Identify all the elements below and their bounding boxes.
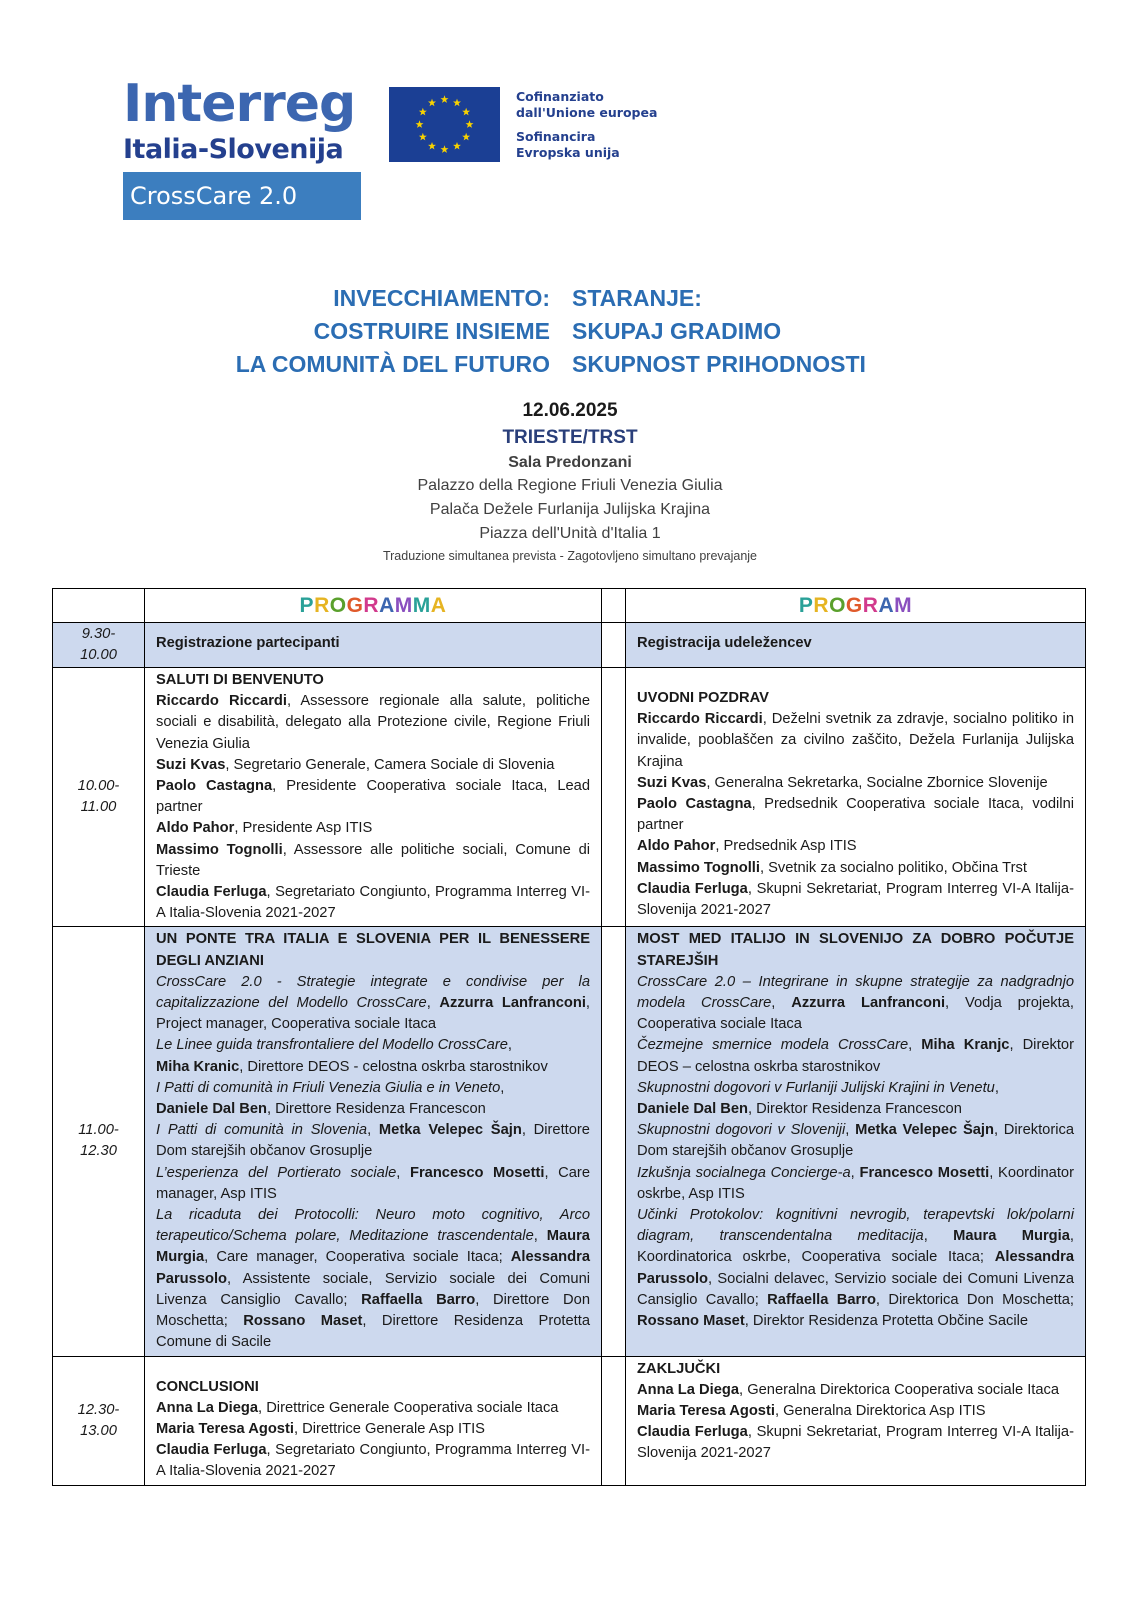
interreg-logo [123,74,363,166]
speaker-line: Suzi Kvas, Generalna Sekretarka, Socialne Zbornice Slovenije [637,774,1048,791]
program-header-it [145,589,602,623]
program-table [52,588,1086,1486]
empty-cell [602,589,626,623]
talk-line: Skupnostni dogovori v Furlaniji Julijski Krajini in Venetu, [637,1079,999,1096]
session-sl: Registracija udeležencev [626,623,1086,668]
session-sl [626,1356,1086,1485]
title-line: SKUPAJ GRADIMO [572,318,782,344]
title-line: STARANJE: [572,285,702,311]
event-address-line: Piazza dell'Unità d'Italia 1 [479,525,661,542]
session-it [145,927,602,1356]
speaker-line: Claudia Ferluga, Segretariato Congiunto, Programma Interreg VI-A Italia-Slovenia 2021-2027 [156,1442,590,1480]
speaker-line: Anna La Diega, Generalna Direktorica Cooperativa sociale Itaca [637,1381,1060,1398]
talk-line: Daniele Dal Ben, Direttore Residenza Francescon [156,1101,486,1118]
talk-line: I Patti di comunità in Slovenia, Metka Velepec Šajn, Direttore Dom starejših občanov Grosuplje [156,1122,590,1160]
speaker-line: Anna La Diega, Direttrice Generale Cooperativa sociale Itaca [156,1399,559,1416]
talk-line: Le Linee guida transfrontaliere del Modello CrossCare, [156,1037,512,1054]
speaker-line: Maria Teresa Agosti, Direttrice Generale Asp ITIS [156,1420,485,1437]
speaker-line: Suzi Kvas, Segretario Generale, Camera Sociale di Slovenia [156,756,555,773]
event-info [0,398,1140,566]
eu-line: dall'Unione europea [516,104,658,120]
region-wordmark: Italia-Slovenija [123,134,344,165]
project-label: CrossCare 2.0 [123,172,361,220]
session-title: UVODNI POZDRAV [637,690,769,706]
session-sl [626,927,1086,1356]
speaker-line: Aldo Pahor, Predsednik Asp ITIS [637,838,857,855]
speaker-line: Maria Teresa Agosti, Generalna Direktorica Asp ITIS [637,1402,986,1419]
session-sl [626,668,1086,927]
title-italian [236,282,550,381]
title-line: LA COMUNITÀ DEL FUTURO [235,351,550,377]
speaker-line: Riccardo Riccardi, Assessore regionale alla salute, politiche sociali e disabilità, delegato alla Protezione civile, Regione Friuli Venezia Giulia [156,693,590,752]
session-title: CONCLUSIONI [156,1378,259,1395]
speaker-line: Aldo Pahor, Presidente Asp ITIS [156,820,373,837]
speaker-line: Paolo Castagna, Predsednik Cooperativa sociale Itaca, vodilni partner [637,796,1075,834]
talk-line: Daniele Dal Ben, Direktor Residenza Francescon [637,1101,962,1118]
event-city: TRIESTE/TRST [502,427,638,448]
session-it [145,668,602,927]
empty-cell [53,589,145,623]
speaker-line: Claudia Ferluga, Skupni Sekretariat, Program Interreg VI-A Italija-Slovenija 2021-2027 [637,1424,1074,1462]
session-title: UN PONTE TRA ITALIA E SLOVENIA PER IL BENESSERE DEGLI ANZIANI [156,931,590,969]
speaker-line: Massimo Tognolli, Assessore alle politiche sociali, Comune di Trieste [156,841,590,879]
speaker-line: Massimo Tognolli, Svetnik za socialno politiko, Občina Trst [637,859,1027,876]
session-time: 11.00- 12.30 [53,927,145,1356]
talk-line: CrossCare 2.0 - Strategie integrate e condivise per la capitalizzazione del Modello CrossCare, Azzurra Lanfranconi, Project manager, Cooperativa sociale Itaca [156,973,590,1033]
title-line: SKUPNOST PRIHODNOSTI [572,351,866,377]
talk-line: CrossCare 2.0 – Integrirane in skupne strategije za nadgradnjo modela CrossCare, Azzurra Lanfranconi, Vodja projekta, Cooperativa sociale Itaca [637,973,1074,1033]
event-address-line: Palača Dežele Furlanija Julijska Krajina [429,501,711,518]
speaker-line: Riccardo Riccardi, Deželni svetnik za zdravje, socialno politiko in invalide, pooblaščen za civilno zaščito, Dežela Furlanija Julijska Krajina [637,711,1074,770]
session-it: Registrazione partecipanti [145,623,602,668]
talk-line: Miha Kranic, Direttore DEOS - celostna oskrba starostnikov [156,1058,548,1075]
eu-line: Cofinanziato [516,89,604,104]
talk-line: Skupnostni dogovori v Sloveniji, Metka Velepec Šajn, Direktorica Dom starejših občanov Grosuplje [637,1122,1074,1160]
talk-line: I Patti di comunità in Friuli Venezia Giulia e in Veneto, [156,1079,505,1096]
eu-line: Sofinancira [516,129,596,144]
talk-line: L’esperienza del Portierato sociale, Francesco Mosetti, Care manager, Asp ITIS [156,1164,590,1202]
speaker-line: Paolo Castagna, Presidente Cooperativa sociale Itaca, Lead partner [156,778,590,816]
session-it [145,1356,602,1485]
translation-note: Traduzione simultanea prevista - Zagotovljeno simultano prevajanje [382,549,758,563]
event-date: 12.06.2025 [522,400,618,421]
talk-line: Učinki Protokolov: kognitivni nevrogib, terapevtski lok/polarni diagram, transcendentalna meditacija, Maura Murgia, Koordinatorica oskrbe, Cooperativa sociale Itaca; Alessandra Parussolo, Socialni delavec, Servizio sociale dei Comuni Livenza Cansiglio Cavallo; Raffaella Barro, Direktorica Don Moschetta; Rossano Maset, Direktor Residenza Protetta Občine Sacile [637,1207,1075,1330]
event-room: Sala Predonzani [508,454,632,471]
session-time: 10.00- 11.00 [53,668,145,927]
program-header-text: PROGRAMMA [299,594,447,617]
empty-cell [602,1356,626,1485]
speaker-line: Claudia Ferluga, Skupni Sekretariat, Program Interreg VI-A Italija-Slovenija 2021-2027 [637,880,1074,919]
session-title: SALUTI DI BENVENUTO [156,672,324,688]
session-time: 9.30- 10.00 [53,623,145,668]
talk-line: Izkušnja socialnega Concierge-a, Francesco Mosetti, Koordinator oskrbe, Asp ITIS [637,1164,1074,1202]
title-line: INVECCHIAMENTO: [333,285,550,311]
event-address-line: Palazzo della Regione Friuli Venezia Giulia [417,477,723,494]
speaker-line: Claudia Ferluga, Segretariato Congiunto, Programma Interreg VI-A Italia-Slovenia 2021-2027 [156,884,590,922]
talk-line: Čezmejne smernice modela CrossCare, Miha Kranjc, Direktor DEOS – celostna oskrba starostnikov [637,1037,1074,1075]
title-slovenian [572,282,866,381]
session-time: 12.30- 13.00 [53,1356,145,1485]
empty-cell [602,668,626,927]
interreg-wordmark: Interreg [123,74,356,134]
session-title: ZAKLJUČKI [637,1360,721,1377]
eu-flag-icon [389,87,500,162]
empty-cell [602,623,626,668]
eu-line: Evropska unija [516,144,620,160]
empty-cell [602,927,626,1356]
title-line: COSTRUIRE INSIEME [313,318,550,344]
talk-line: La ricaduta dei Protocolli: Neuro moto cognitivo, Arco terapeutico/Schema polare, Meditazione trascendentale, Maura Murgia, Care manager, Cooperativa sociale Itaca; Alessandra Parussolo, Assistente sociale, Servizio sociale dei Comuni Livenza Cansiglio Cavallo; Raffaella Barro, Direttore Don Moschetta; Rossano Maset, Direttore Residenza Protetta Comune di Sacile [156,1207,590,1351]
eu-cofunding-text [516,89,657,160]
session-title: MOST MED ITALIJO IN SLOVENIJO ZA DOBRO POČUTJE STAREJŠIH [637,931,1074,969]
program-header-sl [626,589,1086,623]
program-header-text: PROGRAM [798,594,913,617]
